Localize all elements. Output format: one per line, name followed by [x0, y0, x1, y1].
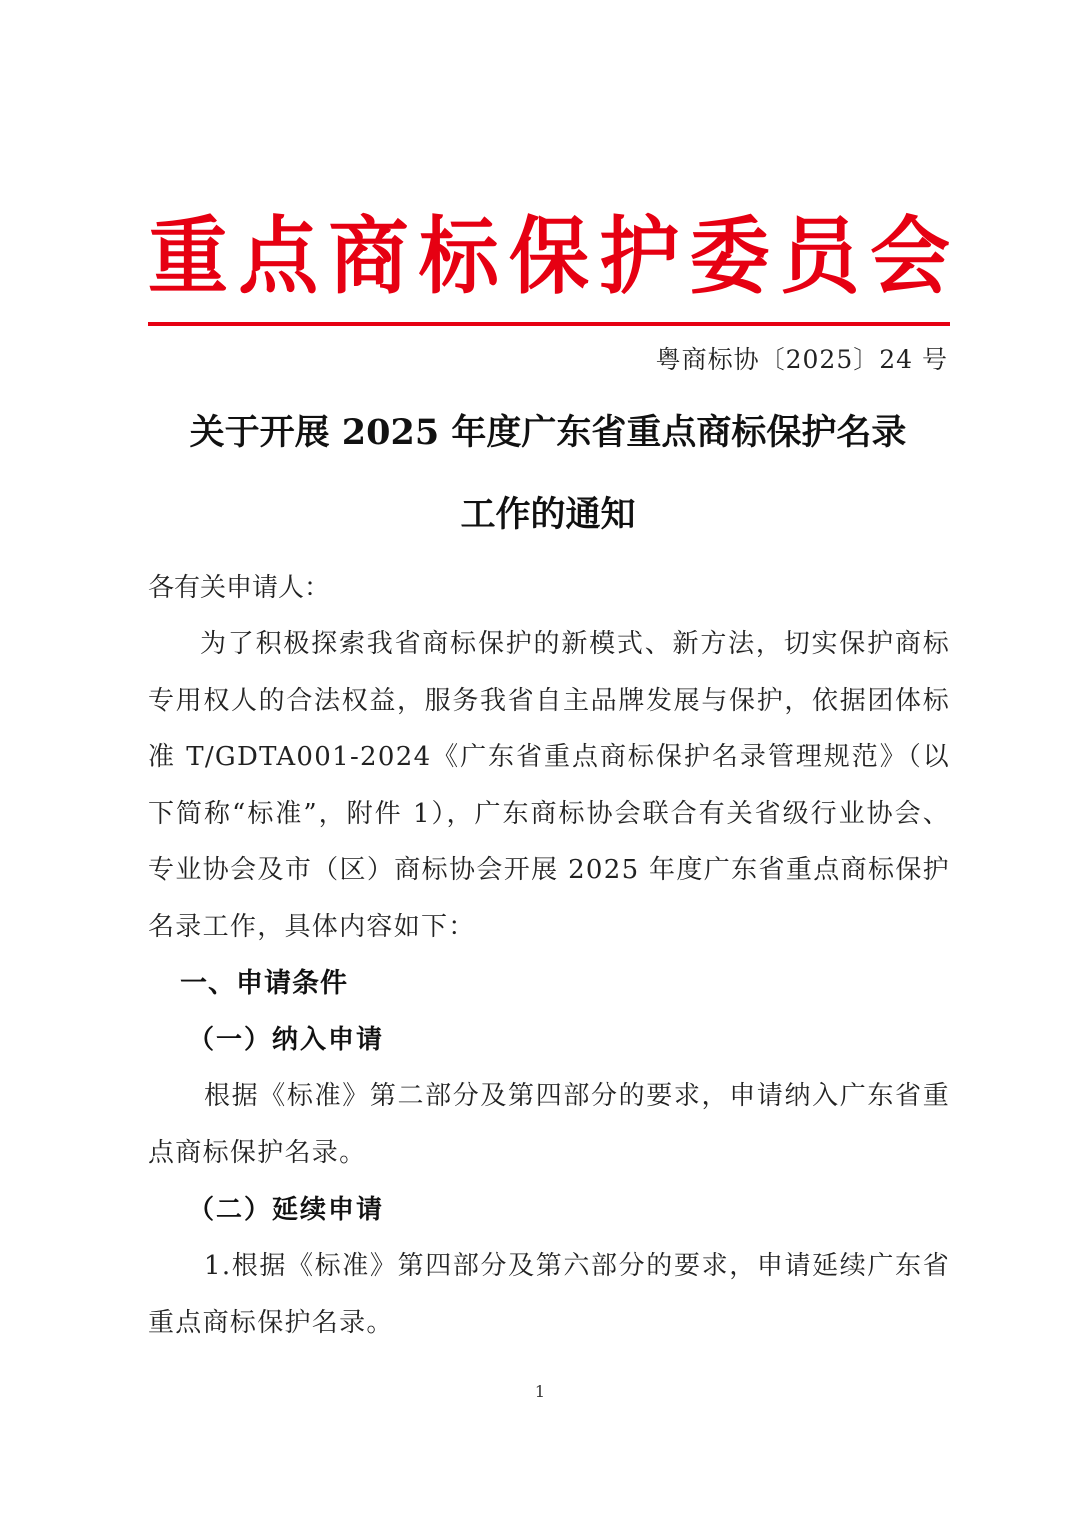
subsection-heading-renewal: （二）延续申请 — [188, 1195, 385, 1225]
organization-header — [148, 206, 950, 306]
subsection-heading-inclusion: （一）纳入申请 — [188, 1025, 385, 1055]
org-char: 标 — [418, 206, 499, 306]
intro-paragraph: 为了积极探索我省商标保护的新模式、新方法，切实保护商标专用权人的合法权益，服务我省自主品牌发展与保护，依据团体标准 T/GDTA001-2024《广东省重点商标保护名录管理规范》（以下简称“标准”，附件 1），广东商标协会联合有关省级行业协会、专业协会及市（区）商标协会开展 2025 年度广东省重点商标保护名录工作，具体内容如下： — [148, 629, 950, 942]
renewal-paragraph: 1.根据《标准》第四部分及第六部分的要求，申请延续广东省重点商标保护名录。 — [148, 1251, 950, 1338]
org-char: 保 — [509, 206, 589, 306]
salutation: 各有关申请人： — [148, 573, 331, 603]
document-title-line2: 工作的通知 — [460, 494, 636, 535]
org-char: 员 — [779, 206, 860, 306]
page-number: 1 — [534, 1382, 546, 1401]
section-heading-conditions: 一、申请条件 — [180, 968, 348, 999]
org-char: 重 — [148, 206, 228, 306]
org-char: 点 — [238, 206, 319, 306]
org-char: 委 — [689, 206, 770, 306]
org-char: 会 — [870, 206, 950, 306]
document-number: 粤商标协〔2025〕24 号 — [655, 345, 948, 374]
org-char: 商 — [328, 206, 409, 306]
org-char: 护 — [599, 206, 680, 306]
document-title-line1: 关于开展 2025 年度广东省重点商标保护名录 — [189, 412, 907, 453]
inclusion-paragraph: 根据《标准》第二部分及第四部分的要求，申请纳入广东省重点商标保护名录。 — [148, 1081, 950, 1168]
header-divider — [148, 322, 950, 326]
